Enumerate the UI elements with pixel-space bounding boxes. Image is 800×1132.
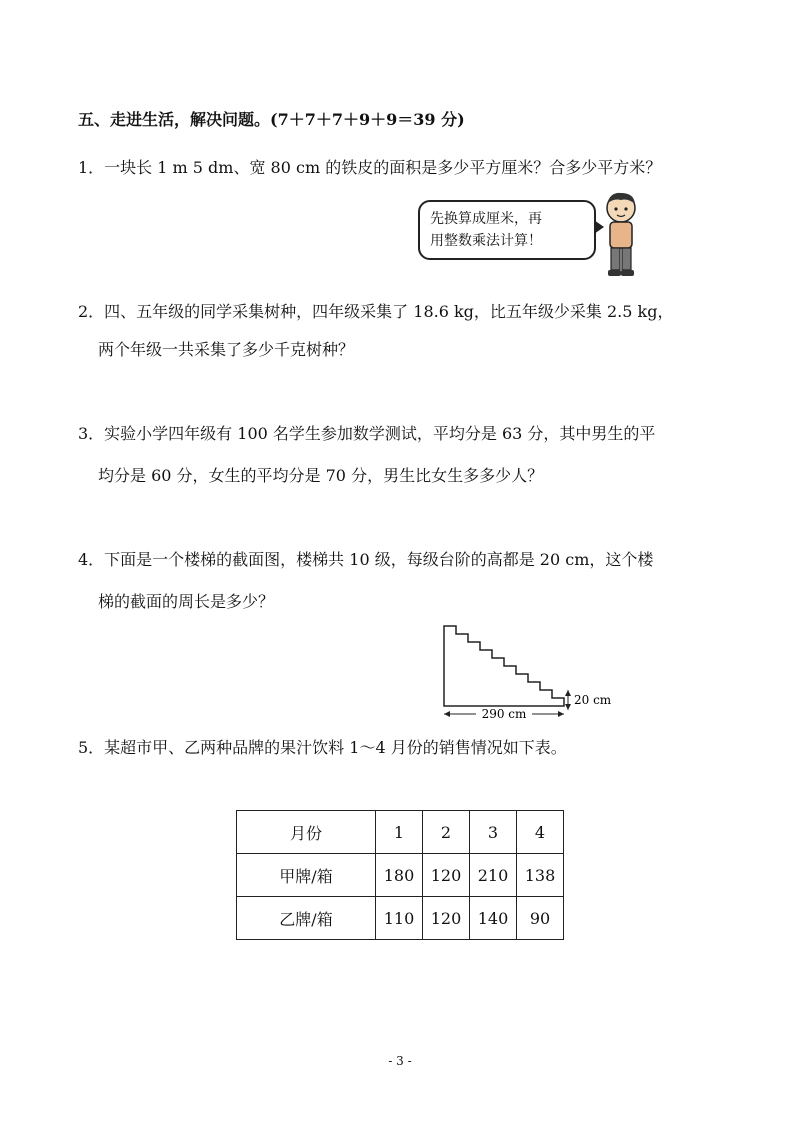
table-header-row [237,811,564,854]
table-row [237,854,564,897]
question-3-line-2: 均分是 60 分，女生的平均分是 70 分，男生比女生多多少人？ [98,466,544,485]
hint-bubble [418,200,596,260]
table-cell: 110 [376,897,423,940]
width-dimension [444,707,564,721]
question-4-line-2: 梯的截面的周长是多少？ [98,592,275,611]
staircase-diagram [430,618,640,728]
table-cell: 乙牌/箱 [237,897,376,940]
question-3-line-1: 3．实验小学四年级有 100 名学生参加数学测试，平均分是 63 分，其中男生的平 [78,424,656,443]
question-4-line-1: 4．下面是一个楼梯的截面图，楼梯共 10 级，每级台阶的高都是 20 cm，这个楼 [78,550,654,569]
question-2-line-1: 2．四、五年级的同学采集树种，四年级采集了 18.6 kg，比五年级少采集 2.5 kg， [78,302,674,321]
table-header-cell: 4 [517,811,564,854]
table-row [237,897,564,940]
section-title: 五、走进生活，解决问题。(7＋7＋7＋9＋9＝39 分) [78,110,465,129]
page-number: - 3 - [388,1054,412,1068]
table-cell: 180 [376,854,423,897]
hint-line-2: 用整数乘法计算！ [430,233,542,249]
hint-line-1: 先换算成厘米，再 [430,211,542,227]
question-5: 5．某超市甲、乙两种品牌的果汁饮料 1～4 月份的销售情况如下表。 [78,738,567,757]
sales-table [236,810,564,940]
step-height-label: 20 cm [574,693,612,707]
table-cell: 120 [423,854,470,897]
table-header-cell: 月份 [237,811,376,854]
table-header-cell: 1 [376,811,423,854]
table-cell: 140 [470,897,517,940]
width-label: 290 cm [481,707,527,721]
step-height-dimension [565,690,612,710]
table-cell: 90 [517,897,564,940]
boy-illustration [598,190,644,280]
table-header-cell: 3 [470,811,517,854]
table-cell: 120 [423,897,470,940]
table-cell: 甲牌/箱 [237,854,376,897]
table-cell: 210 [470,854,517,897]
question-1: 1．一块长 1 m 5 dm、宽 80 cm 的铁皮的面积是多少平方厘米？合多少平方米？ [78,158,662,177]
table-cell: 138 [517,854,564,897]
table-header-cell: 2 [423,811,470,854]
staircase-outline [444,626,564,706]
question-2-line-2: 两个年级一共采集了多少千克树种？ [98,340,355,359]
